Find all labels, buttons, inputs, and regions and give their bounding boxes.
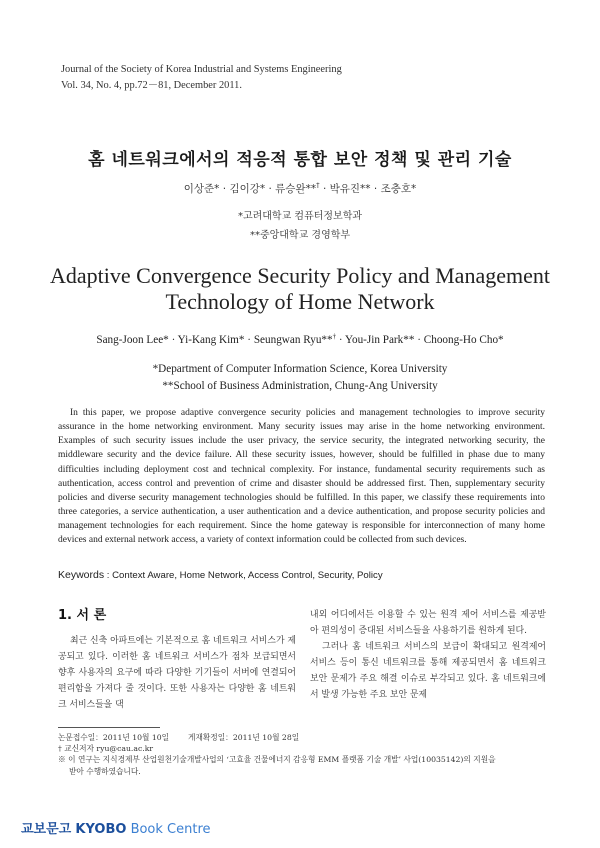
korean-affiliation: **중앙대학교 경영학부 — [249, 230, 351, 241]
korean-author: 류승완** — [275, 183, 317, 195]
korean-author: 이상준* — [183, 183, 220, 195]
author-separator: · — [247, 334, 254, 346]
korean-affiliation: *고려대학교 컴퓨터정보학과 — [237, 211, 363, 222]
keywords-value: Context Aware, Home Network, Access Control, Security, Policy — [112, 570, 383, 581]
author-separator: · — [171, 334, 178, 346]
english-title-line: Technology of Home Network — [165, 289, 435, 314]
body-right-column — [310, 607, 546, 703]
funding-note: ※ 이 연구는 지식경제부 산업원천기술개발사업의 ‘고효율 건물에너지 감응형 EMM 플랫폼 기술 개발’ 사업(10035142)의 지원을 — [58, 755, 496, 765]
author-separator: · — [417, 334, 424, 346]
english-author: Seungwan Ryu** — [253, 334, 333, 346]
english-authors — [0, 334, 600, 346]
author-separator: · — [373, 183, 381, 195]
author-separator: · — [268, 183, 276, 195]
brand-english: KYOBO — [75, 822, 127, 837]
author-separator: · — [222, 183, 230, 195]
brand-subtitle: Book Centre — [130, 822, 211, 837]
footnote-dates — [58, 732, 548, 743]
author-separator: · — [322, 183, 330, 195]
body-paragraph: 그러나 홈 네트워크 서비스의 보급이 확대되고 원격제어 서비스 등이 통신 네트워크를 통해 제공되면서 홈 네트워크 보안 문제가 주요 해결 이슈로 부각되고 있다. 홈 네트워크에서 발생 가능한 주요 보안 문제 — [310, 642, 546, 700]
keywords-separator: : — [106, 570, 113, 581]
corresponding-mark: † — [316, 181, 320, 190]
english-affiliations — [0, 361, 600, 395]
korean-author: 김이강* — [229, 183, 266, 195]
accepted-date: 게재확정일：2011년 10월 28일 — [188, 733, 300, 742]
corresponding-mark: † — [332, 332, 337, 341]
body-left-column: 최근 신축 아파트에는 기본적으로 홈 네트워크 서비스가 제공되고 있다. 이러한 홈 네트워크 서비스가 점차 보급되면서 향후 사용자의 요구에 따라 다양한 기기들이 서버에 연결되어 편리함을 가져다 줄 것이다. 또한 사용자는 다양한 홈 네트워크 서비스들을 댁 — [58, 636, 296, 710]
english-author: Sang-Joon Lee* — [96, 334, 169, 346]
keywords-label: Keywords — [58, 569, 105, 581]
section-heading: 1. 서 론 — [58, 608, 107, 623]
abstract: In this paper, we propose adaptive convergence security policies and management technologies to improve security assurance in the home networking environment. Many security issues may arise in the home networking environment. Examples of such security issues include the user privacy, the service security, the integrated networking security, the middleware security and the device failure. All these security issues, however, should be fulfilled in phase due to many difficulties including deployment cost and technical complexity. For instance, fundamental security requirements such as authentication, access control and prevention of crime and disaster should be addressed first. Then, supplementary security policies and diverse security management technologies should be fulfilled. In this paper, we classify these requirements into three categories, a service authentication, a user authentication and a device authentication, and propose security policies and management technologies for each requirement. Since the home gateway is responsible for interconnection of many home devices and external network access, a variety of context information could be collected from such devices. — [58, 408, 545, 546]
body-paragraph: 내외 어디에서든 이용할 수 있는 원격 제어 서비스를 제공받아 편의성이 증대된 서비스들을 사용하기를 원하게 된다. — [310, 610, 546, 636]
funding-note-cont: 받아 수행하였습니다. — [69, 766, 141, 776]
journal-volume: Vol. 34, No. 4, pp.72－81, December 2011. — [61, 80, 242, 91]
english-author: Choong-Ho Cho* — [423, 334, 504, 346]
korean-author: 박유진** — [329, 183, 371, 195]
english-title-line: Adaptive Convergence Security Policy and Management — [50, 263, 550, 288]
korean-title: 홈 네트워크에서의 적응적 통합 보안 정책 및 관리 기술 — [88, 150, 512, 170]
received-date: 논문접수일：2011년 10월 10일 — [58, 733, 170, 742]
korean-author: 조충호* — [380, 183, 417, 195]
english-author: You-Jin Park** — [345, 334, 415, 346]
journal-name: Journal of the Society of Korea Industrial and Systems Engineering — [61, 64, 342, 75]
english-affiliation: **School of Business Administration, Chung-Ang University — [162, 380, 438, 392]
journal-header — [61, 62, 461, 94]
korean-affiliations — [0, 207, 600, 245]
english-title — [0, 263, 600, 315]
korean-authors — [0, 181, 600, 196]
author-separator: · — [338, 334, 346, 346]
corresponding-author: † 교신저자 ryu@cau.ac.kr — [58, 744, 154, 754]
kyobo-watermark — [21, 818, 211, 837]
footnotes — [58, 732, 548, 777]
footnote-divider — [58, 727, 160, 728]
english-affiliation: *Department of Computer Information Science, Korea University — [152, 363, 448, 375]
english-author: Yi-Kang Kim* — [177, 334, 245, 346]
brand-korean: 교보문고 — [21, 822, 72, 837]
keywords — [58, 569, 558, 581]
